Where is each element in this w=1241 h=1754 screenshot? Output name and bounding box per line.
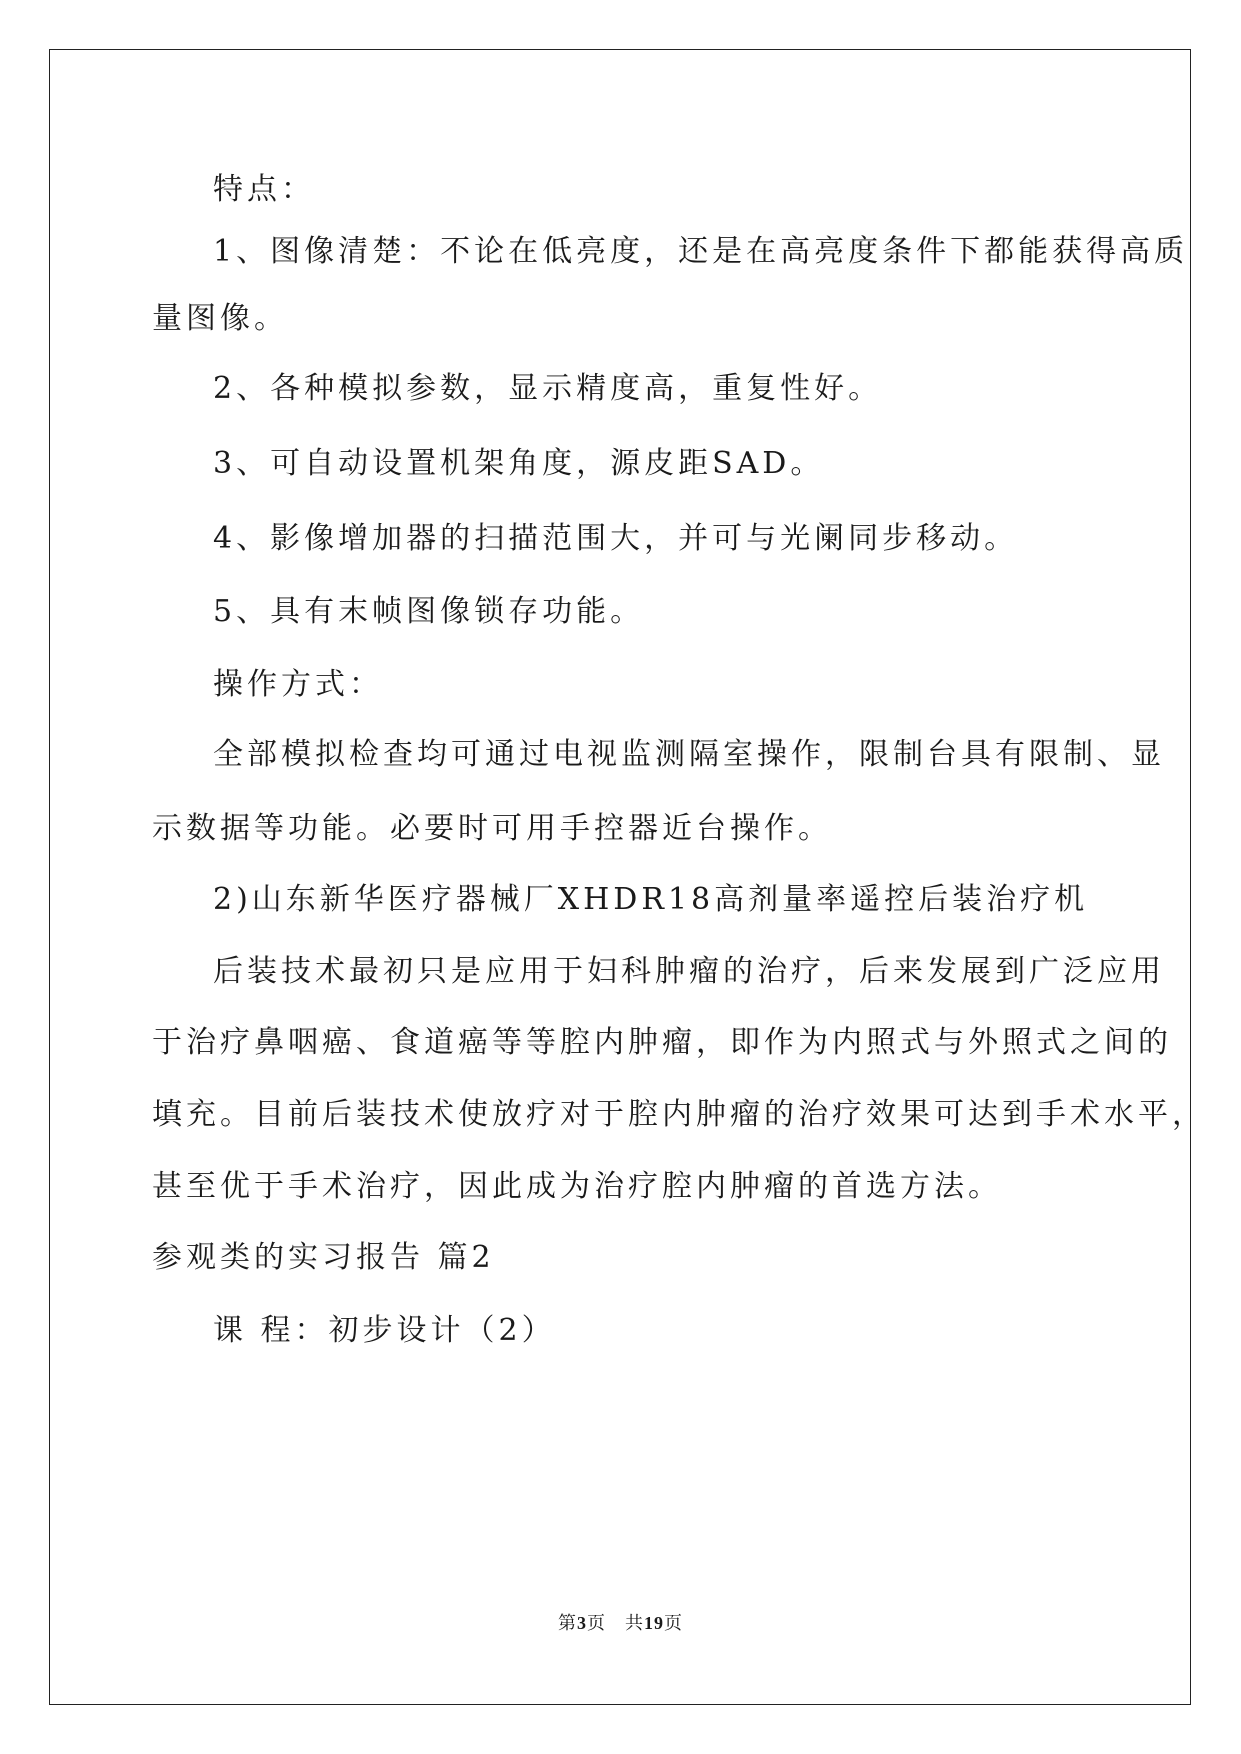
paragraph-line: 课 程：初步设计（2） (213, 1313, 556, 1348)
footer-total-pages: 19 (644, 1613, 664, 1633)
paragraph-line: 全部模拟检查均可通过电视监测隔室操作，限制台具有限制、显 (213, 737, 1165, 772)
page-footer (0, 1611, 1241, 1636)
paragraph-line: 2)山东新华医疗器械厂XHDR18高剂量率遥控后装治疗机 (213, 882, 1089, 917)
section-heading: 参观类的实习报告 篇2 (152, 1240, 495, 1275)
paragraph-heading-operation: 操作方式： (213, 667, 383, 702)
paragraph-line: 5、具有末帧图像锁存功能。 (213, 594, 645, 629)
footer-prefix: 第 (558, 1613, 577, 1634)
footer-middle: 页 共 (587, 1613, 644, 1634)
footer-page-number: 3 (577, 1613, 587, 1633)
paragraph-line: 于治疗鼻咽癌、食道癌等等腔内肿瘤，即作为内照式与外照式之间的 (152, 1025, 1172, 1060)
paragraph-line: 示数据等功能。必要时可用手控器近台操作。 (152, 811, 832, 846)
paragraph-line: 2、各种模拟参数，显示精度高，重复性好。 (213, 371, 883, 406)
paragraph-heading-features: 特点： (213, 172, 315, 207)
footer-suffix: 页 (664, 1613, 683, 1634)
paragraph-line: 填充。目前后装技术使放疗对于腔内肿瘤的治疗效果可达到手术水平， (152, 1097, 1206, 1132)
paragraph-line: 4、影像增加器的扫描范围大，并可与光阑同步移动。 (213, 521, 1019, 556)
paragraph-line: 3、可自动设置机架角度，源皮距SAD。 (213, 446, 825, 481)
paragraph-line: 后装技术最初只是应用于妇科肿瘤的治疗，后来发展到广泛应用 (213, 954, 1165, 989)
page-border (49, 49, 1191, 1705)
paragraph-line: 甚至优于手术治疗，因此成为治疗腔内肿瘤的首选方法。 (152, 1169, 1002, 1204)
paragraph-line: 1、图像清楚：不论在低亮度，还是在高亮度条件下都能获得高质 (213, 234, 1189, 269)
paragraph-line: 量图像。 (152, 301, 288, 336)
